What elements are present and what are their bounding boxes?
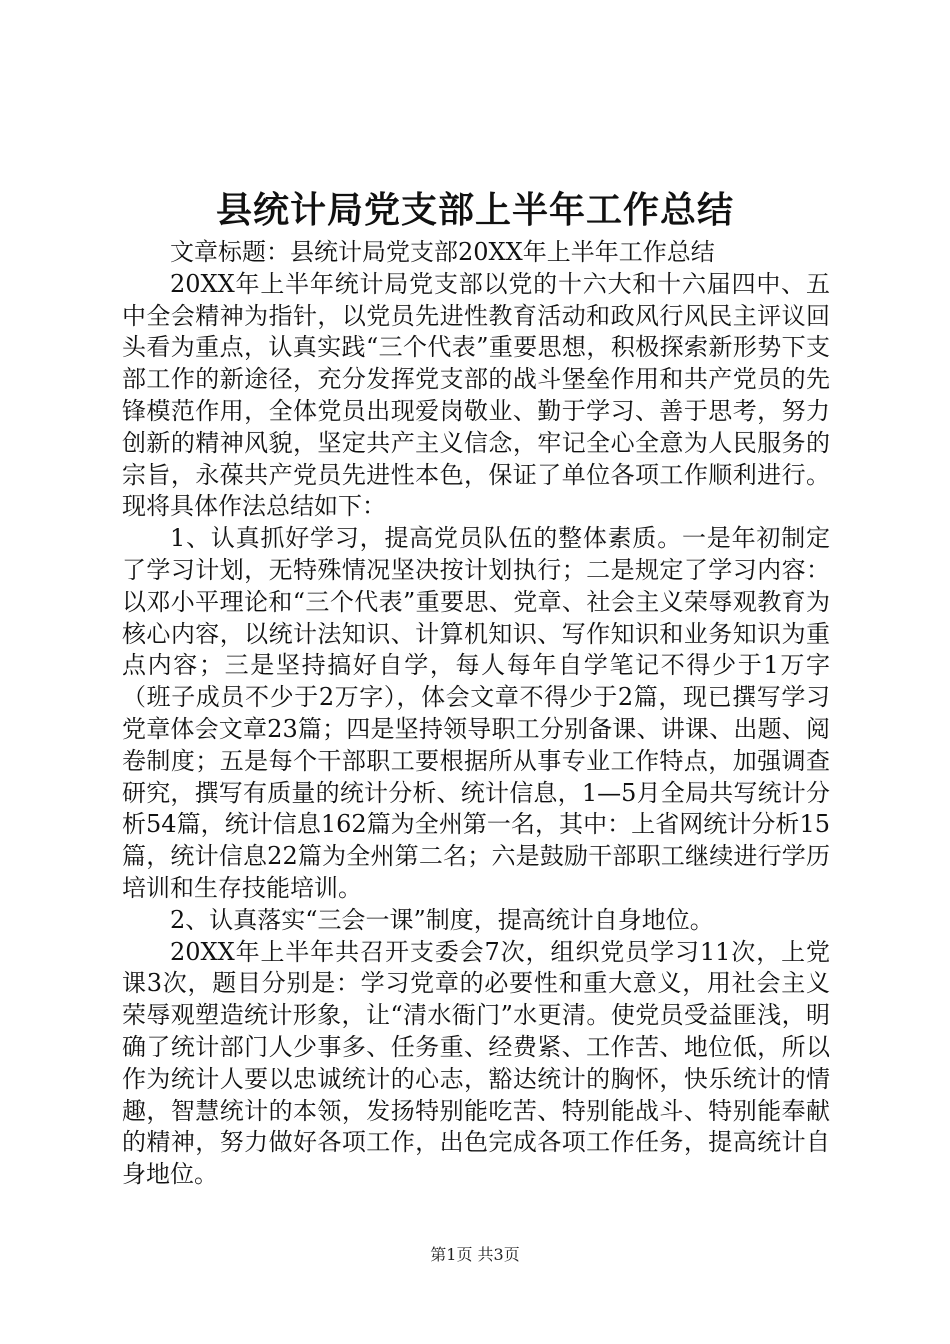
document-title: 县统计局党支部上半年工作总结: [215, 189, 734, 231]
section-1-paragraph: 1、认真抓好学习，提高党员队伍的整体素质。一是年初制定了学习计划，无特殊情况坚决按计划执行；二是规定了学习内容：以邓小平理论和“三个代表”重要思、党章、社会主义荣辱观教育为核心内容，以统计法知识、计算机知识、写作知识和业务知识为重点内容；三是坚持搞好自学，每人每年自学笔记不得少于1万字（班子成员不少于2万字），体会文章不得少于2篇，现已撰写学习党章体会文章23篇；四是坚持领导职工分别备课、讲课、出题、阅卷制度；五是每个干部职工要根据所从事专业工作特点，加强调查研究，撰写有质量的统计分析、统计信息，1—5月全局共写统计分析54篇，统计信息162篇为全州第一名，其中：上省网统计分析15篇，统计信息22篇为全州第二名；六是鼓励干部职工继续进行学历培训和生存技能培训。: [122, 524, 830, 902]
intro-paragraph: 20XX年上半年统计局党支部以党的十六大和十六届四中、五中全会精神为指针，以党员先进性教育活动和政风行风民主评议回头看为重点，认真实践“三个代表”重要思想，积极探索新形势下支部工作的新途径，充分发挥党支部的战斗堡垒作用和共产党员的先锋模范作用，全体党员出现爱岗敬业、勤于学习、善于思考，努力创新的精神风貌，坚定共产主义信念，牢记全心全意为人民服务的宗旨，永葆共产党员先进性本色，保证了单位各项工作顺利进行。现将具体作法总结如下：: [122, 269, 830, 521]
section-2-paragraph: 20XX年上半年共召开支委会7次，组织党员学习11次，上党课3次，题目分别是：学习党章的必要性和重大意义，用社会主义荣辱观塑造统计形象，让“清水衙门”水更清。使党员受益匪浅，明确了统计部门人少事多、任务重、经费紧、工作苦、地位低，所以作为统计人要以忠诚统计的心志，豁达统计的胸怀，快乐统计的情趣，智慧统计的本领，发扬特别能吃苦、特别能战斗、特别能奉献的精神，努力做好各项工作，出色完成各项工作任务，提高统计自身地位。: [122, 937, 830, 1189]
page-footer: 第1页 共3页: [430, 1245, 520, 1264]
article-title-line: 文章标题：县统计局党支部20XX年上半年工作总结: [170, 238, 715, 266]
section-2-heading: 2、认真落实“三会一课”制度，提高统计自身地位。: [170, 905, 714, 934]
document-body: [122, 237, 830, 1191]
